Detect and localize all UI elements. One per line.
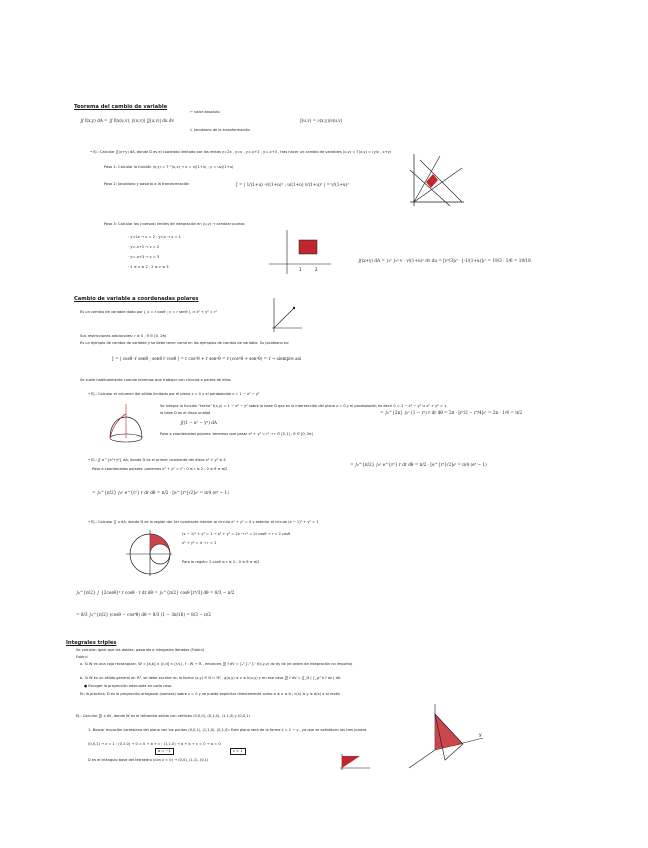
axis-x <box>409 750 435 768</box>
ex1-result: ∬(x+y) dA = ∫₁² ∫₂³ v · v/(1+u)² dv du = [v³/3]₂³ · [-1/(1+u)]₁² = 19/3 · 1/6 = 19/18 <box>358 258 531 263</box>
ex4-title: • Ej.: Calcular ∬ x dA, donde D es la región del 1er cuadrante interior al círculo x² + y² = 4 y exterior al círculo (x − 1)² + y² = 1 <box>88 520 319 524</box>
jacobian-def: J(u,v) = ∂(x,y)/∂(u,v) <box>300 118 343 123</box>
ex4-line2: x² + y² = 4 → r = 2 <box>182 541 217 545</box>
uv-rectangle <box>299 240 317 254</box>
polar-ex-line: Es un ejemplo de cambio de variable y se debe tener como en los ejemplos de cambio de variable. Su jacobiano es: <box>80 341 290 345</box>
triple-intro: Se calculan igual que las dobles, pasando a integrales iteradas (Fubini) <box>76 648 205 652</box>
ex2-result: = ∫₀^{2π} ∫₀¹ (1 − r²) r dr dθ = 2π · [r²/2 − r⁴/4]₀¹ = 2π · 1/4 = π/2 <box>380 410 523 415</box>
base-triangle-sketch <box>338 752 372 772</box>
triple-ex-line3: D es el triángulo base del tetraedro (con z = 0) → (0,0), (1,1), (0,1) <box>88 758 209 762</box>
ex3-steps: = ∫₀^{π/2} ∫₀² e^{r²} r dr dθ = π/2 · [e^{r²}/2]₀² = π/4 (e⁴ − 1) <box>92 490 229 495</box>
ex4-line3: Para la región: 2 cosθ ≤ r ≤ 2 ; 0 ≤ θ ≤ π/2 <box>182 560 260 564</box>
triple-fubini: Fubini: <box>76 655 88 659</box>
section-title-triple: Integrales triples <box>66 640 117 646</box>
ex1-region-sketch <box>400 150 470 208</box>
ex2-integral: ∬(1 − x² − y²) dA <box>180 420 217 425</box>
ex1-row-3: · 1 ≤ u ≤ 2 ; 2 ≤ v ≤ 3 <box>128 265 169 269</box>
svg-text:2: 2 <box>315 267 318 272</box>
ex3-line1: Paso a coordenadas polares: ponemos x² + y² = r² ; 0 ≤ r ≤ 2 ; 0 ≤ θ ≤ π/2 <box>92 467 228 471</box>
ex1-step1: Paso 1: Calcular la función (x,y) = T⁻¹(u,v) → x = v/(1+u) ; y = uv/(1+u) <box>104 165 234 169</box>
triple-a: a. Si W es una caja rectangular, W = [a,b] × [c,d] × [r,s] , f : W → ℝ , entonces ∭ f dV = ∫ₐᵇ ∫꜀ᵈ ∫ᵣˢ f(x,y,z) dz dy dx (el orden de integración no importa) <box>80 662 353 666</box>
polar-jacobian: J = | cosθ -r senθ ; senθ r cosθ | = r cos²θ + r sen²θ = r (cos²θ + sen²θ) = r → siempre así <box>112 356 302 361</box>
section-title-polar: Cambio de variable a coordenadas polares <box>74 296 199 302</box>
ex4-result-2: = 8/3 ∫₀^{π/2} (cosθ − cos⁴θ) dθ = 8/3 (1 − 3π/16) = 8/3 − π/2 <box>76 612 211 617</box>
triple-ex-line1: 1. Buscar ecuación cartesiana del plano con los puntos (0,0,1), (1,1,0), (0,1,0): Este plano será de la forma z = 1 − y , ya que se satisfacen los tres puntos <box>88 728 367 732</box>
polar-note: Se suele habitualmente cuando tenemos que trabajar con círculos o partes de ellos. <box>80 378 232 382</box>
ex2-line1: Se integra la función "techo" f(x,y) = 1 − x² − y² sobre la base D que es la intersección del plano z = 0 y el paraboloide; es decir 0 = 1 − x² − y² ⇒ x² + y² = 1 <box>160 404 447 408</box>
paraboloid-sketch <box>104 400 148 446</box>
triple-c: En la práctica, D es la proyección ortogonal (sombra) sobre z = 0 y se puede explicitar directamente como a ≤ x ≤ b ; c(x) ≤ y ≤ d(x) o al revés <box>80 692 340 696</box>
triple-b: b. Si W es un sólido general en ℝ³, se debe escribir en la forma (x,y) ∈ D ⊂ ℝ² , g(x,y) ≤ z ≤ h(x,y) y en ese caso ∭ f dV = ∬_D ( ∫_g^h f dz ) dA <box>80 676 341 680</box>
base-triangle <box>342 756 360 768</box>
ex1-step2: Paso 2: Jacobiano y pasarlo a la transformación <box>104 182 190 186</box>
ex3-result: = ∫₀^{π/2} ∫₀² e^{r²} r dr dθ = π/2 · [e^{r²}/2]₀² = π/4 (e⁴ − 1) <box>350 462 487 467</box>
section-title-change-of-variable: Teorema del cambio de variable <box>74 104 168 110</box>
triple-example: Ej.: Calcular ∭ x dV, donde W es el tetraedro sólido con vértices (0,0,0), (0,1,0), (1,1,0) y (0,0,1) <box>76 714 250 718</box>
triple-ex-line2: (0,0,1) → z = 1 ; (0,1,0) → 0 = 0 + b + c ; (1,1,0) → a + b + c = 0 → a = 0 <box>88 742 221 746</box>
svg-text:1: 1 <box>299 267 302 272</box>
ex3-title: • Ej.: ∬ e^{x²+y²} dA, donde D es el primer cuadrante del disco x² + y² ≤ 4 <box>88 458 226 462</box>
ex4-circles-sketch <box>124 528 174 578</box>
note-abs: ← valor absoluto <box>190 110 220 114</box>
polar-sketch <box>264 296 304 334</box>
polar-restr: Sus restricciones adicionales: r ≥ 0 , θ ∈ [0, 2π) <box>80 334 167 338</box>
ex2-title: • Ej.: Calcular el volumen del sólido limitado por el plano z = 0 y el paraboloide z = 1 − x² − y² <box>88 392 260 396</box>
tetrahedron-sketch <box>405 700 485 770</box>
ex1-uv-rectangle-sketch <box>265 228 335 278</box>
ex4-result: ∫₀^{π/2} ∫_{2cosθ}² r cosθ · r dr dθ = ∫₀^{π/2} cosθ [r³/3] dθ = 8/3 − π/2 <box>76 590 235 595</box>
cov-formula: ∬ f(x,y) dA = ∬ f(x(u,v), y(u,v)) |J(u,v)| du dv <box>80 118 174 123</box>
boxed-c: c = 1 <box>230 748 246 755</box>
ex4-line1: (x − 1)² + y² = 1 → x² + y² = 2x → r² = 2r cosθ → r = 2 cosθ <box>182 532 291 536</box>
region-between <box>150 534 170 554</box>
note-jacobian: ↳ Jacobiano de la transformación <box>190 128 250 132</box>
triple-b2: ● Escoger la proyección adecuada en cada caso. <box>84 684 173 688</box>
svg-text:y: y <box>479 733 482 738</box>
line-y-x3 <box>420 160 462 202</box>
ex1-row-0: · y=2x → u = 2 ; y=x → u = 1 <box>128 235 181 239</box>
ex1-statement: • Ej.: Calcular ∬(x+y) dA, donde D es el cuadrado limitado por las rectas y=2x , y=x , y=-x+2 , y=-x+3 , tras hacer un cambio de variables (u,v) = T(x,y) = (y/x , x+y) <box>90 150 392 154</box>
polar-def: Es un cambio de variable dado por { x = r cosθ ; y = r senθ } ⇒ x² + y² = r² <box>80 310 217 314</box>
boxed-b: b = −1 <box>155 748 174 755</box>
ex2-line2: la base D es el disco unidad <box>160 411 211 415</box>
line-yx <box>414 168 462 202</box>
ex1-step3: Paso 3: Calcular los (nuevos) límites de integración en (u,v) → cambiar puntos <box>104 222 245 226</box>
ex1-step2-formula: J = | 1/(1+u) -v/(1+u)² ; u/(1+u) v/(1+u)² | = v/(1+u)² <box>236 182 349 187</box>
ex1-row-1: · y=-x+2 → v = 2 <box>128 245 160 249</box>
ex1-row-2: · y=-x+3 → v = 3 <box>128 255 160 259</box>
ex2-polar: Paso a coordenadas polares: tenemos que pasar x² + y² = r² → r ∈ [0,1] ; θ ∈ [0, 2π] <box>160 432 313 436</box>
